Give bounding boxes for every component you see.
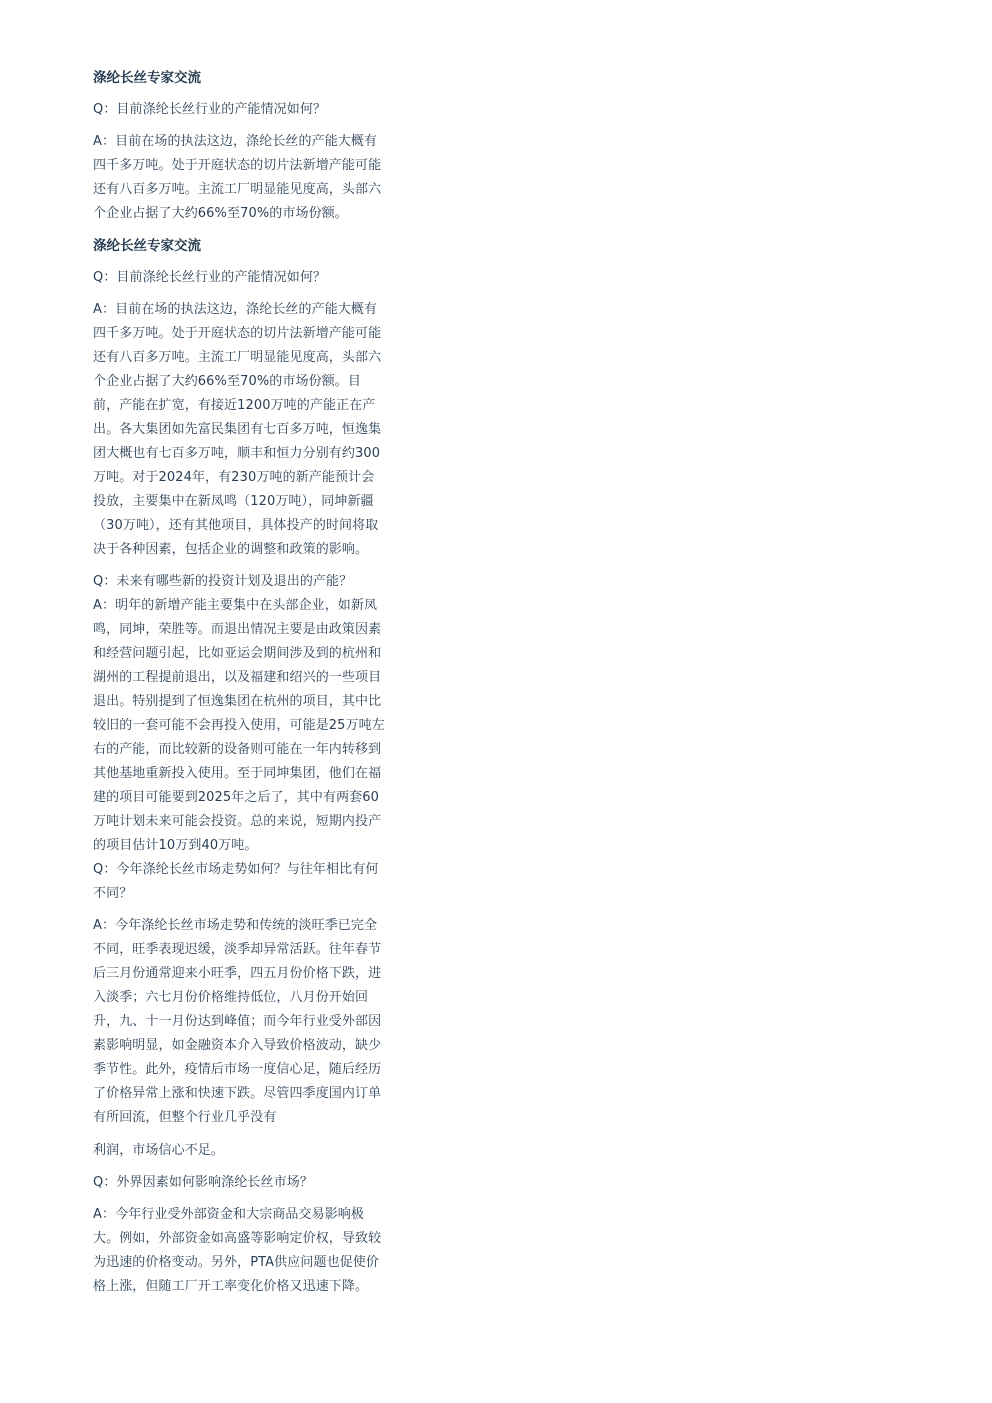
answer-paragraph: A：今年涤纶长丝市场走势和传统的淡旺季已完全不同，旺季表现迟缓，淡季却异常活跃。往年春节后三月份通常迎来小旺季，四五月份价格下跌，进入淡季；六七月份价格维持低位，八月份开始回升，九、十一月份达到峰值；而今年行业受外部因素影响明显，如金融资本介入导致价格波动，缺少季节性。此外，疫情后市场一度信心足，随后经历了价格异常上涨和快速下跌。尽管四季度国内订单有所回流，但整个行业几乎没有: [93, 918, 382, 1125]
question-paragraph: Q：目前涤纶长丝行业的产能情况如何？: [93, 102, 327, 117]
answer-paragraph: A：目前在场的执法这边，涤纶长丝的产能大概有四千多万吨。处于开庭状态的切片法新增产能可能还有八百多万吨。主流工厂明显能见度高，头部六个企业占据了大约66%至70%的市场份额。: [93, 134, 382, 221]
question-paragraph: Q：外界因素如何影响涤纶长丝市场？: [93, 1175, 313, 1190]
section-heading: 涤纶长丝专家交流: [93, 238, 201, 254]
question-paragraph: Q：未来有哪些新的投资计划及退出的产能？: [93, 574, 353, 589]
document-body: [93, 66, 385, 1307]
answer-paragraph: A：今年行业受外部资金和大宗商品交易影响极大。例如，外部资金如高盛等影响定价权，导致较为迅速的价格变动。另外，PTA供应问题也促使价格上涨，但随工厂开工率变化价格又迅速下降。: [93, 1207, 382, 1294]
answer-paragraph: A：明年的新增产能主要集中在头部企业，如新凤鸣，同坤，荣胜等。而退出情况主要是由政策因素和经营问题引起，比如亚运会期间涉及到的杭州和湖州的工程提前退出，以及福建和绍兴的一些项目退出。特别提到了恒逸集团在杭州的项目，其中比较旧的一套可能不会再投入使用，可能是25万吨左右的产能，而比较新的设备则可能在一年内转移到其他基地重新投入使用。至于同坤集团，他们在福建的项目可能要到2025年之后了，其中有两套60万吨计划未来可能会投资。总的来说，短期内投产的项目估计10万到40万吨。: [93, 598, 385, 853]
answer-paragraph: A：目前在场的执法这边，涤纶长丝的产能大概有四千多万吨。处于开庭状态的切片法新增产能可能还有八百多万吨。主流工厂明显能见度高，头部六个企业占据了大约66%至70%的市场份额。目前，产能在扩宽，有接近1200万吨的产能正在产出。各大集团如先富民集团有七百多万吨，恒逸集团大概也有七百多万吨，顺丰和恒力分别有约300万吨。对于2024年，有230万吨的新产能预计会投放，主要集中在新凤鸣（120万吨），同坤新疆（30万吨），还有其他项目，具体投产的时间将取决于各种因素，包括企业的调整和政策的影响。: [93, 302, 382, 557]
section-heading: 涤纶长丝专家交流: [93, 70, 201, 86]
answer-paragraph-continued: 利润，市场信心不足。: [93, 1143, 225, 1158]
question-paragraph: Q：目前涤纶长丝行业的产能情况如何？: [93, 270, 327, 285]
question-paragraph: Q：今年涤纶长丝市场走势如何？与往年相比有何不同？: [93, 862, 379, 901]
